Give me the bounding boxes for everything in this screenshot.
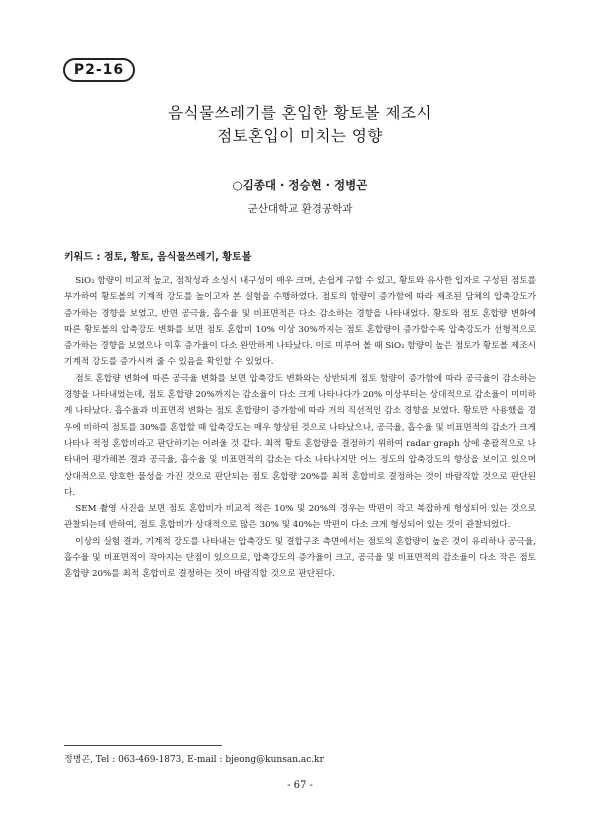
footnote-contact: 정병곤, Tel : 063-469-1873, E-mail : bjeong@kunsan.ac.kr xyxy=(64,755,324,765)
paragraph: SiO₂ 함량이 비교적 높고, 점착성과 소성시 내구성이 매우 크며, 손쉽게 구할 수 있고, 황토와 유사한 입자로 구성된 점토를 부가하여 황토볼의 기계적 강도를 높이고자 본 실험을 수행하였다. 점토의 함량이 증가함에 따라 제조된 담체의 압축강도가 증가하는 경향을 보였고, 반면 공극율, 흡수율 및 비표면적은 다소 감소하는 경향을 나타내었다. 황토와 점토 혼합량 변화에 따른 황토볼의 압축강도 변화를 보면 점토 혼합비 10% 이상 30%까지는 점토 혼합량이 증가할수록 압축강도가 선형적으로 증가하는 경향을 보였으나 이후 증가율이 다소 완만하게 나타났다. 이로 미루어 볼 때 SiO₂ 함량이 높은 점토가 황토볼 제조시 기계적 강도를 증가시켜 줄 수 있음을 확인할 수 있었다. xyxy=(64,276,536,368)
paper-code-badge: P2-16 xyxy=(63,58,135,82)
abstract-body xyxy=(64,273,536,583)
authors: ○김종대 · 정승현 · 정병곤 xyxy=(232,178,368,192)
paragraph: 점토 혼합량 변화에 따른 공극율 변화를 보면 압축강도 변화와는 상반되게 점토 함량이 증가함에 따라 공극율이 감소하는 경향을 나타내었는데, 점토 혼합량 20%까지는 감소율이 다소 크게 나타나다가 20% 이상부터는 상대적으로 감소율이 미미하게 나타났다. 흡수율과 비표면적 변화는 점토 혼합량이 증가함에 따라 거의 직선적인 감소 경향을 보였다. 황토만 사용했을 경우에 비하여 점토를 30%를 혼합할 때 압축강도는 매우 향상된 것으로 나타났으나, 공극율, 흡수율 및 비표면적의 감소가 크게 나타나 적정 혼합비라고 판단하기는 어려울 것 같다. 최적 황토 혼합량을 결정하기 위하여 radar graph 상에 총괄적으로 나타내어 평가해본 결과 공극율, 흡수율 및 비표면적의 감소는 다소 나타나지만 어느 정도의 압축강도의 향상을 보이고 있으며 상대적으로 양호한 물성을 가진 것으로 판단되는 점토 혼합량 20%를 최적 혼합비로 결정하는 것이 바람직할 것으로 판단된다. xyxy=(64,373,536,498)
page-number: - 67 - xyxy=(287,780,313,791)
affiliation: 군산대학교 환경공학과 xyxy=(247,203,353,215)
title-line-2: 점토혼입이 미치는 영향 xyxy=(217,127,383,145)
paragraph: SEM 촬영 사진을 보면 점토 혼합비가 비교적 적은 10% 및 20%의 경우는 박편이 작고 복잡하게 형성되어 있는 것으로 관찰되는데 반하여, 점토 혼합비가 상대적으로 많은 30% 및 40%는 박편이 다소 크게 형성되어 있는 것이 관찰되었다. xyxy=(64,504,536,531)
keywords: 키워드 : 점토, 황토, 음식물쓰레기, 황토볼 xyxy=(64,252,252,263)
paragraph: 이상의 실험 결과, 기계적 강도를 나타내는 압축강도 및 결합구조 측면에서는 점토의 혼합량이 높은 것이 유리하나 공극율, 흡수율 및 비표면적이 작아지는 단점이 있으므로, 압축강도의 증가율이 크고, 공극율 및 비표면적의 감소율이 다소 작은 점토 혼합량 20%를 최적 혼합비로 결정하는 것이 바람직할 것으로 판단된다. xyxy=(64,536,536,580)
title-line-1: 음식물쓰레기를 혼입한 황토볼 제조시 xyxy=(168,104,432,122)
footnote-divider xyxy=(64,745,222,746)
